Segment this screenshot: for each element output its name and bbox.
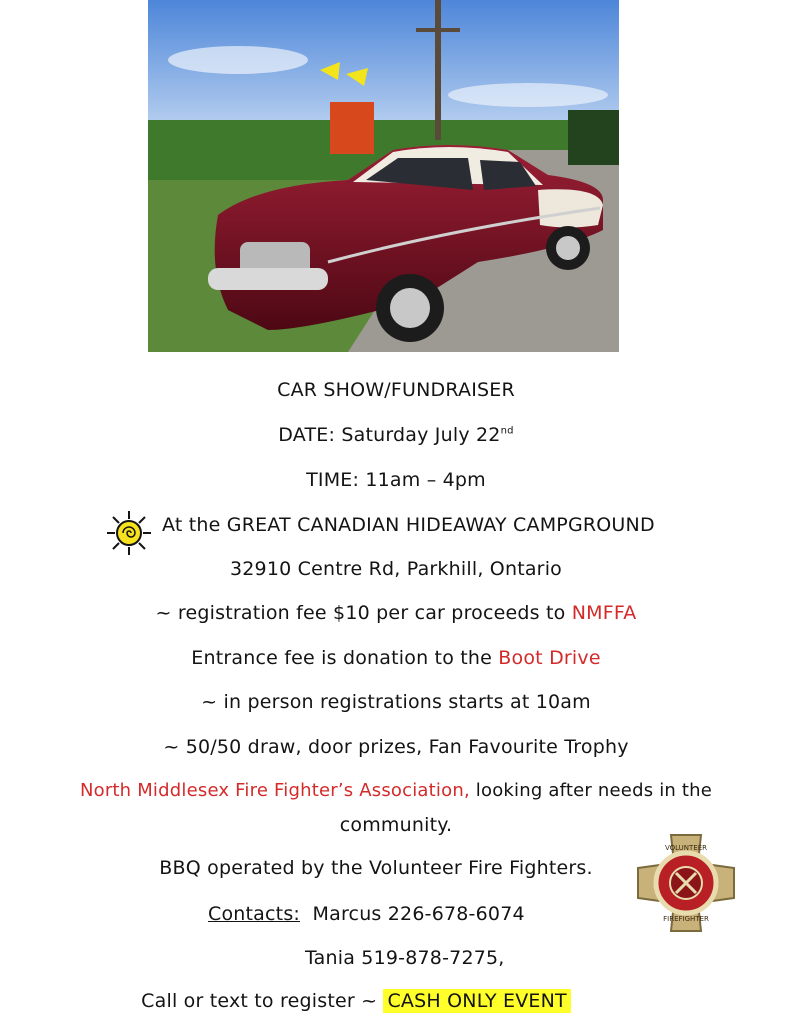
registration-text: ~ registration fee $10 per car proceeds to: [155, 602, 572, 624]
entrance-cause: Boot Drive: [498, 647, 601, 669]
event-address: 32910 Centre Rd, Parkhill, Ontario: [229, 558, 563, 580]
association-rest: looking after needs in the: [469, 780, 713, 801]
entrance-fee: [0, 646, 792, 670]
registration-org: NMFFA: [571, 602, 637, 624]
cash-only-badge: CASH ONLY EVENT: [383, 989, 570, 1013]
event-location: At the GREAT CANADIAN HIDEAWAY CAMPGROUND: [162, 514, 655, 536]
contact-marcus: Marcus 226-678-6074: [312, 903, 525, 925]
contact-tania: Tania 519-878-7275,: [305, 947, 505, 969]
bbq-info: BBQ operated by the Volunteer Fire Fighters.: [159, 857, 593, 879]
call-to-register: [0, 989, 752, 1013]
registration-fee: [0, 601, 792, 625]
contacts-label: Contacts:: [208, 903, 301, 925]
car-photo: [148, 0, 619, 352]
date-suffix: nd: [500, 425, 514, 437]
contacts-line: [208, 902, 608, 926]
association-name: North Middlesex Fire Fighter’s Association,: [79, 780, 470, 801]
draws-and-prizes: ~ 50/50 draw, door prizes, Fan Favourite Trophy: [163, 736, 629, 758]
firefighter-badge-icon: [636, 833, 736, 933]
entrance-text: Entrance fee is donation to the: [191, 647, 499, 669]
in-person-registration: ~ in person registrations starts at 10am: [201, 691, 591, 713]
sun-icon: [104, 508, 154, 558]
event-title: CAR SHOW/FUNDRAISER: [277, 379, 515, 401]
badge-top-text: VOLUNTEER: [664, 844, 708, 852]
event-time: TIME: 11am – 4pm: [306, 469, 486, 491]
call-text: Call or text to register ~: [141, 990, 384, 1012]
association-line: [0, 779, 792, 803]
association-line-2: community.: [339, 814, 453, 836]
date-text: DATE: Saturday July 22: [278, 424, 501, 446]
event-date: [0, 423, 792, 447]
badge-bottom-text: FIREFIGHTER: [663, 915, 709, 923]
